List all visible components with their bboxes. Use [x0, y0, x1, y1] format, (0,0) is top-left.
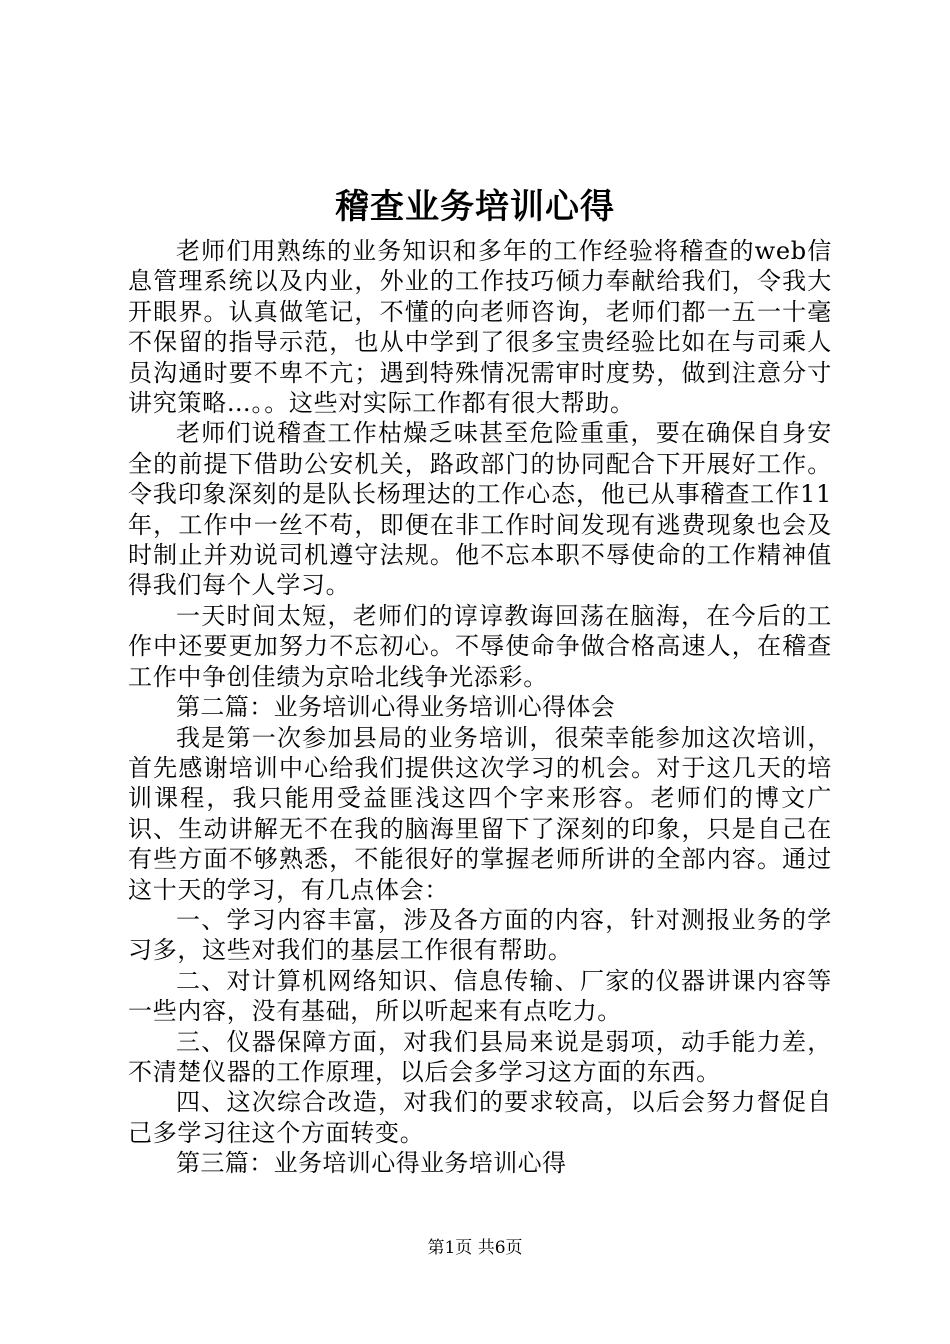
section-heading-3: 第三篇：业务培训心得业务培训心得: [176, 1149, 567, 1178]
list-item-2: 二、对计算机网络知识、信息传输、厂家的仪器讲课内容等一些内容，没有基础，所以听起来有点吃力。: [128, 966, 832, 1026]
document-title: 稽查业务培训心得: [335, 187, 615, 227]
document-body: [128, 236, 832, 1179]
paragraph-2: 老师们说稽查工作枯燥乏味甚至危险重重，要在确保自身安全的前提下借助公安机关，路政部门的协同配合下开展好工作。令我印象深刻的是队长杨理达的工作心态，他已从事稽查工作11年，工作中一丝不苟，即便在非工作时间发现有逃费现象也会及时制止并劝说司机遵守法规。他不忘本职不辱使命的工作精神值得我们每个人学习。: [128, 419, 832, 600]
page-footer: 第1页 共6页: [427, 1238, 523, 1258]
section-heading-2: 第二篇：业务培训心得业务培训心得体会: [176, 693, 616, 722]
paragraph-3: 一天时间太短，老师们的谆谆教诲回荡在脑海，在今后的工作中还要更加努力不忘初心。不辱使命争做合格高速人，在稽查工作中争创佳绩为京哈北线争光添彩。: [128, 601, 832, 691]
list-item-4: 四、这次综合改造，对我们的要求较高，以后会努力督促自己多学习往这个方面转变。: [128, 1088, 832, 1147]
list-item-3: 三、仪器保障方面，对我们县局来说是弱项，动手能力差，不清楚仪器的工作原理，以后会多学习这方面的东西。: [128, 1027, 832, 1086]
paragraph-1: 老师们用熟练的业务知识和多年的工作经验将稽查的web信息管理系统以及内业，外业的工作技巧倾力奉献给我们，令我大开眼界。认真做笔记，不懂的向老师咨询，老师们都一五一十毫不保留的指导示范，也从中学到了很多宝贵经验比如在与司乘人员沟通时要不卑不亢；遇到特殊情况需审时度势，做到注意分寸讲究策略…。。这些对实际工作都有很大帮助。: [128, 237, 832, 418]
paragraph-4: 我是第一次参加县局的业务培训，很荣幸能参加这次培训，首先感谢培训中心给我们提供这次学习的机会。对于这几天的培训课程，我只能用受益匪浅这四个字来形容。老师们的博文广识、生动讲解无不在我的脑海里留下了深刻的印象，只是自己在有些方面不够熟悉，不能很好的掌握老师所讲的全部内容。通过这十天的学习，有几点体会：: [128, 723, 832, 904]
list-item-1: 一、学习内容丰富，涉及各方面的内容，针对测报业务的学习多，这些对我们的基层工作很有帮助。: [128, 905, 832, 965]
